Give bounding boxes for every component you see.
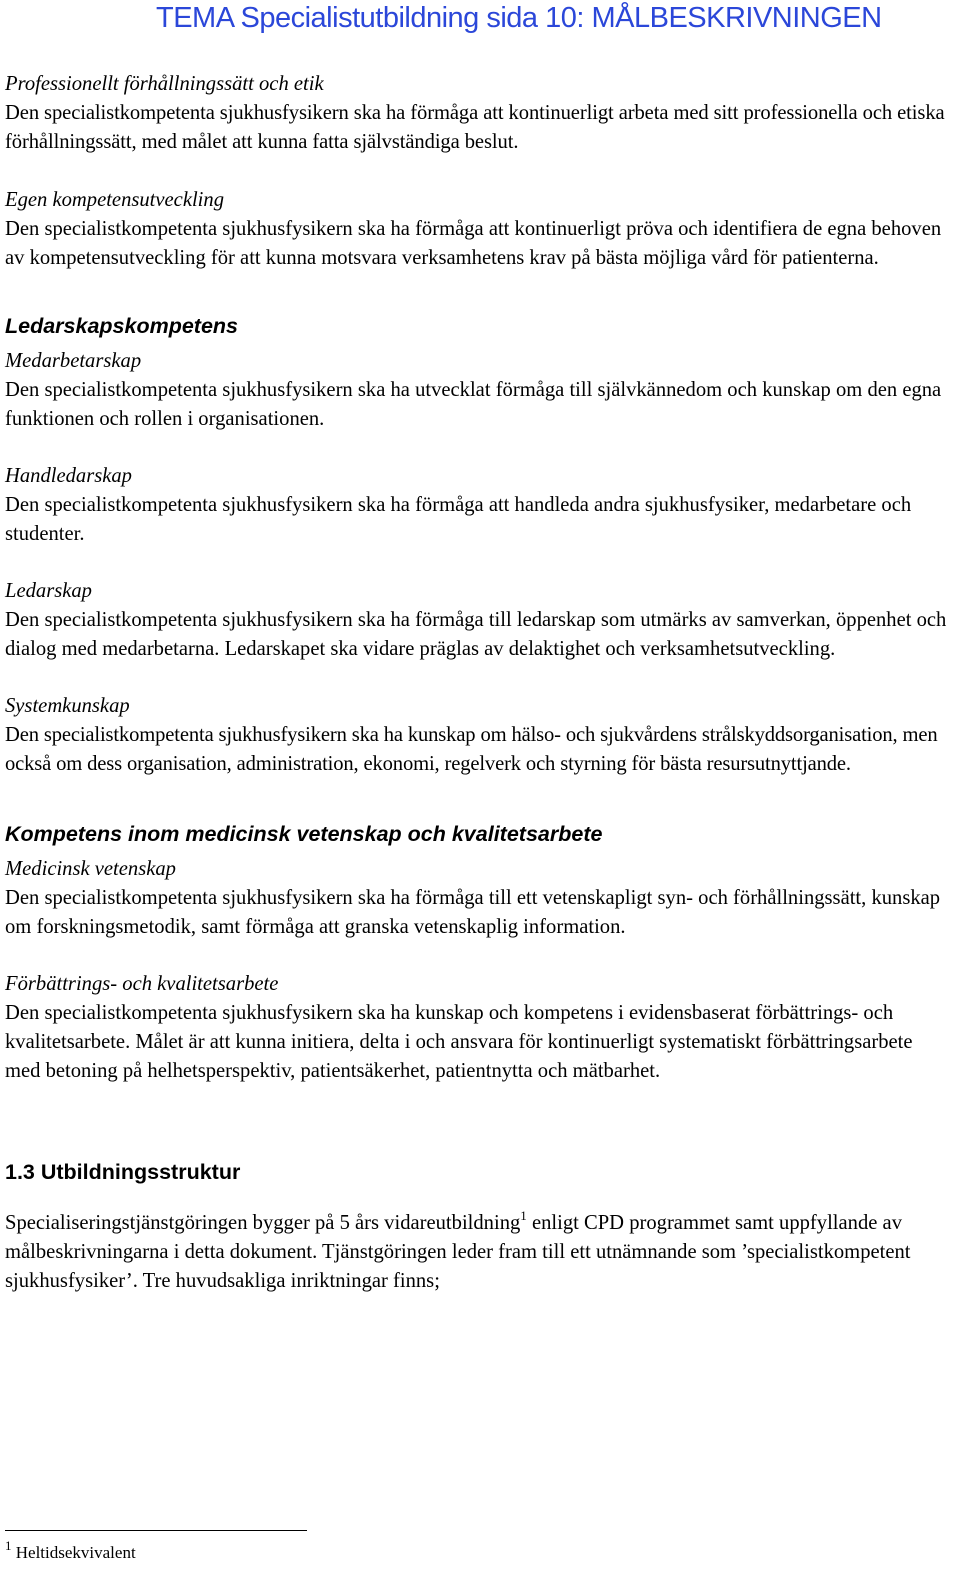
subheading-systemkunskap: Systemkunskap [5,695,130,717]
footnote-divider [5,1530,307,1531]
section-medarbetarskap [5,347,953,434]
section-kvalitetsarbete [5,970,953,1086]
subheading-kompetensutveckling: Egen kompetensutveckling [5,189,224,211]
paragraph-handledarskap: Den specialistkompetenta sjukhusfysikern ska ha förmåga att handleda andra sjukhusfysiker, medarbetare och studenter. [5,494,912,545]
paragraph-utbildningsstruktur [5,1209,953,1296]
subheading-ledarskap: Ledarskap [5,580,92,602]
paragraph-kompetensutveckling: Den specialistkompetenta sjukhusfysikern ska ha förmåga att kontinuerligt pröva och identifiera de egna behoven av kompetensutveckling för att kunna motsvara verksamhetens krav på bästa möjliga vård för patienterna. [5,218,942,269]
section-medicinsk-vetenskap [5,855,953,942]
paragraph-systemkunskap: Den specialistkompetenta sjukhusfysikern ska ha kunskap om hälso- och sjukvårdens strålskyddsorganisation, men också om dess organisation, administration, ekonomi, regelverk och styrning för bästa resursutnyttjande. [5,724,938,775]
subheading-kvalitetsarbete: Förbättrings- och kvalitetsarbete [5,973,279,995]
document-body [5,70,953,1296]
subheading-medarbetarskap: Medarbetarskap [5,350,142,372]
paragraph-professionellt: Den specialistkompetenta sjukhusfysikern ska ha förmåga att kontinuerligt arbeta med sitt professionella och etiska förhållningssätt, med målet att kunna fatta självständiga beslut. [5,102,945,153]
structure-text-after: enligt CPD programmet samt uppfyllande av målbeskrivningarna i detta dokument. Tjänstgöringen leder fram till ett utnämnande som ’specialistkompetent sjukhusfysiker’. Tre huvudsakliga inriktningar finns; [5,1212,911,1292]
section-handledarskap [5,462,953,549]
footnote-number: 1 [5,1538,12,1554]
subheading-handledarskap: Handledarskap [5,465,132,487]
page-header-title: TEMA Specialistutbildning sida 10: MÅLBESKRIVNINGEN [156,2,882,34]
footnote-reference[interactable]: 1 [520,1208,527,1224]
heading-medicinsk-kompetens: Kompetens inom medicinsk vetenskap och kvalitetsarbete [5,822,603,846]
paragraph-medicinsk-vetenskap: Den specialistkompetenta sjukhusfysikern ska ha förmåga till ett vetenskapligt syn- och förhållningssätt, kunskap om forskningsmetodik, samt förmåga att granska vetenskaplig information. [5,887,941,938]
paragraph-medarbetarskap: Den specialistkompetenta sjukhusfysikern ska ha utvecklat förmåga till självkännedom och kunskap om den egna funktionen och rollen i organisationen. [5,379,942,430]
section-ledarskap [5,577,953,664]
heading-ledarskapskompetens: Ledarskapskompetens [5,314,239,338]
subheading-professionellt: Professionellt förhållningssätt och etik [5,73,324,95]
paragraph-kvalitetsarbete: Den specialistkompetenta sjukhusfysikern ska ha kunskap och kompetens i evidensbaserat förbättrings- och kvalitetsarbete. Målet är att kunna initiera, delta i och ansvara för kontinuerligt systematiskt förbättringsarbete med betoning på helhetsperspektiv, patientsäkerhet, patientnytta och mätbarhet. [5,1002,913,1082]
paragraph-ledarskap: Den specialistkompetenta sjukhusfysikern ska ha förmåga till ledarskap som utmärks av samverkan, öppenhet och dialog med medarbetarna. Ledarskapet ska vidare präglas av delaktighet och verksamhetsutveckling. [5,609,947,660]
footnote-text: Heltidsekvivalent [15,1543,136,1562]
section-professionellt [5,70,953,157]
section-kompetensutveckling [5,186,953,273]
footnote [5,1538,136,1563]
heading-utbildningsstruktur: 1.3 Utbildningsstruktur [5,1160,241,1184]
structure-text-before: Specialiseringstjänstgöringen bygger på 5 års vidareutbildning [5,1212,521,1234]
subheading-medicinsk-vetenskap: Medicinsk vetenskap [5,858,176,880]
section-systemkunskap [5,692,953,779]
